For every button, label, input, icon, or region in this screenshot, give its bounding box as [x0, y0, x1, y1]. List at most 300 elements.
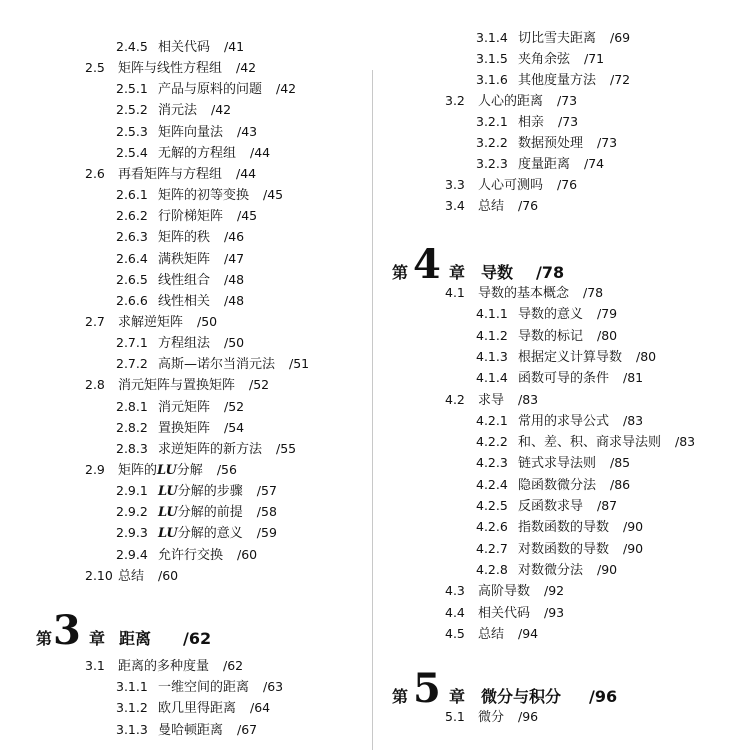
page-number: /42 [236, 60, 257, 76]
title-text: 指数函数的导数 [518, 520, 610, 536]
page-number: /64 [250, 700, 271, 716]
section-title [158, 400, 210, 415]
page-number: /73 [558, 114, 579, 129]
title-text: 人心可测吗 [478, 178, 544, 193]
section-title [518, 414, 609, 429]
page-number: /76 [557, 177, 578, 192]
toc-subsection[interactable] [116, 501, 277, 522]
toc-section[interactable] [445, 282, 603, 303]
page-number: /90 [623, 519, 644, 535]
section-title [118, 61, 222, 76]
chapter-page: /62 [183, 629, 212, 648]
section-number: 4.2 [445, 391, 465, 407]
section-number: 4.2.8 [476, 561, 508, 577]
section-number: 4.1.3 [476, 348, 508, 364]
toc-subsection[interactable] [116, 396, 244, 417]
section-title [158, 252, 210, 267]
section-title [518, 329, 583, 344]
title-text: 矩阵的 [118, 463, 158, 478]
section-number: 4.3 [445, 583, 465, 599]
section-title [158, 548, 223, 563]
page-number: /48 [224, 271, 245, 287]
page-number: /60 [237, 546, 258, 562]
toc-section[interactable] [85, 311, 217, 332]
section-number: 3.1.3 [116, 721, 148, 737]
chapter-title: 距离 [119, 629, 152, 648]
toc-subsection[interactable] [116, 99, 231, 120]
section-title [158, 336, 210, 351]
title-text: 求解逆矩阵 [118, 314, 184, 330]
title-text: 线性相关 [158, 293, 211, 309]
title-text: 和、差、积、商求导法则 [518, 435, 662, 451]
section-number: 4.4 [445, 604, 465, 620]
title-text: 微分 [478, 710, 505, 725]
toc-subsection[interactable] [116, 417, 244, 438]
section-title [518, 371, 609, 386]
section-number: 2.7 [85, 313, 105, 329]
section-number: 2.5.1 [116, 81, 148, 97]
title-text-after: 分解的意义 [177, 526, 243, 542]
section-number: 2.5.4 [116, 144, 148, 160]
title-text: 产品与原料的问题 [158, 82, 263, 98]
title-text: 导数的标记 [518, 328, 584, 344]
toc-subsection[interactable] [476, 48, 604, 69]
toc-subsection[interactable] [476, 474, 630, 495]
section-title [518, 478, 596, 493]
toc-subsection[interactable] [476, 452, 630, 473]
toc-subsection[interactable] [476, 495, 617, 516]
chapter-page: /78 [536, 263, 565, 282]
title-text-after: 分解的步骤 [177, 484, 243, 500]
chapter-suffix: 章 [449, 263, 466, 282]
toc-subsection[interactable] [116, 78, 296, 99]
page-number: /41 [224, 39, 245, 54]
section-title [518, 499, 583, 514]
title-text: 允许行交换 [158, 547, 224, 563]
toc-section[interactable] [445, 174, 577, 195]
section-number: 3.1.6 [476, 72, 508, 87]
section-number: 2.6.5 [116, 271, 148, 287]
section-title [118, 315, 183, 330]
toc-section[interactable] [445, 602, 564, 623]
title-text: 欧几里得距离 [158, 701, 237, 717]
title-text: 常用的求导公式 [518, 413, 610, 429]
title-text: 满秩矩阵 [158, 251, 211, 267]
section-title [158, 442, 262, 457]
title-text: 无解的方程组 [158, 145, 237, 161]
section-number: 2.9.1 [116, 483, 148, 499]
section-title [478, 393, 504, 408]
page-number: /90 [597, 561, 618, 577]
chapter-prefix: 第 [36, 629, 53, 648]
toc-subsection[interactable] [476, 431, 695, 452]
section-number: 2.6 [85, 165, 105, 181]
toc-subsection[interactable] [476, 325, 617, 346]
section-title [158, 701, 236, 716]
toc-subsection[interactable] [476, 346, 656, 367]
section-title [158, 294, 210, 309]
title-text: 行阶梯矩阵 [158, 209, 224, 225]
section-number: 4.1.2 [476, 327, 508, 343]
section-title [518, 115, 544, 130]
section-title [158, 526, 243, 541]
page-number: /86 [610, 476, 631, 492]
section-title [118, 659, 209, 674]
section-number: 2.6.3 [116, 229, 148, 245]
toc-subsection[interactable] [476, 69, 630, 90]
toc-section[interactable] [445, 623, 538, 644]
title-text: 根据定义计算导数 [518, 349, 623, 365]
column-divider [372, 70, 373, 750]
toc-subsection[interactable] [116, 36, 244, 57]
section-number: 2.9.3 [116, 525, 148, 541]
section-title [158, 230, 210, 245]
section-number: 2.4.5 [116, 39, 148, 54]
title-text: 总结 [478, 626, 505, 642]
section-title [118, 167, 222, 182]
section-number: 4.2.1 [476, 412, 508, 428]
toc-subsection[interactable] [116, 480, 277, 501]
title-text: 求导 [478, 392, 505, 408]
page-number: /44 [250, 144, 271, 160]
toc-subsection[interactable] [116, 142, 270, 163]
section-title [158, 125, 223, 140]
toc-section[interactable] [85, 655, 243, 676]
toc-subsection[interactable] [476, 111, 578, 132]
toc-subsection[interactable] [476, 303, 617, 324]
title-text: 导数的基本概念 [478, 286, 570, 301]
section-title [158, 103, 197, 118]
title-text: 夹角余弦 [518, 52, 571, 67]
section-number: 4.2.5 [476, 498, 508, 513]
title-text: 度量距离 [518, 157, 571, 172]
title-text: 矩阵向量法 [158, 124, 224, 140]
toc-section[interactable] [85, 459, 237, 480]
page-number: /83 [623, 412, 644, 428]
section-title [158, 723, 223, 738]
page-number: /79 [597, 306, 618, 322]
chapter-title: 微分与积分 [481, 687, 562, 706]
section-title [158, 357, 275, 372]
title-text-after: 分解 [176, 463, 203, 478]
title-text: 总结 [118, 568, 145, 584]
section-title [518, 456, 596, 471]
title-text: 人心的距离 [478, 94, 544, 109]
section-number: 4.1.1 [476, 306, 508, 322]
page-number: /73 [597, 135, 618, 150]
toc-subsection[interactable] [116, 438, 296, 459]
title-text: 函数可导的条件 [518, 371, 610, 387]
section-number: 4.2.6 [476, 519, 508, 535]
section-number: 3.4 [445, 198, 465, 213]
page-number: /80 [636, 348, 657, 364]
section-number: 2.8 [85, 377, 105, 393]
section-number: 2.6.2 [116, 208, 148, 224]
section-title [158, 273, 210, 288]
toc-subsection[interactable] [116, 205, 257, 226]
section-number: 2.8.1 [116, 398, 148, 414]
toc-section[interactable] [445, 195, 538, 216]
chapter-number: 5 [413, 665, 441, 712]
section-number: 3.1.4 [476, 30, 508, 45]
toc-subsection[interactable] [116, 353, 309, 374]
toc-section[interactable] [445, 580, 564, 601]
section-title [518, 31, 596, 46]
section-number: 5.1 [445, 709, 465, 724]
title-text: 求逆矩阵的新方法 [158, 441, 263, 457]
section-title [478, 178, 543, 193]
page-number: /83 [518, 391, 539, 407]
title-text: 相亲 [518, 115, 545, 130]
page-number: /63 [263, 679, 284, 695]
page-number: /60 [158, 567, 179, 583]
toc-section[interactable] [445, 389, 538, 410]
page-number: /54 [224, 419, 245, 435]
section-title [478, 606, 530, 621]
title-text: 数据预处理 [518, 136, 584, 151]
section-title [158, 188, 249, 203]
page-number: /94 [518, 625, 539, 641]
page-number: /47 [224, 250, 245, 266]
page-number: /69 [610, 30, 631, 45]
title-text: 导数的意义 [518, 307, 584, 323]
section-number: 3.1.1 [116, 679, 148, 695]
section-number: 2.9 [85, 462, 105, 477]
section-title [158, 40, 210, 55]
page-number: /96 [518, 709, 539, 724]
section-number: 3.1.5 [476, 51, 508, 66]
section-number: 4.2.2 [476, 434, 508, 450]
section-number: 3.2.2 [476, 135, 508, 150]
section-number: 3.2 [445, 93, 465, 108]
section-title [478, 584, 530, 599]
toc-subsection[interactable] [476, 410, 643, 431]
title-text: 消元矩阵 [158, 399, 211, 415]
page-number: /45 [237, 208, 258, 224]
page-number: /62 [223, 658, 244, 673]
section-title [118, 463, 203, 478]
section-title [518, 350, 622, 365]
title-text: 矩阵与线性方程组 [118, 61, 223, 77]
toc-subsection[interactable] [116, 290, 244, 311]
title-text: 对数微分法 [518, 562, 584, 578]
page-number: /92 [544, 583, 565, 599]
section-title [478, 710, 504, 725]
page-number: /80 [597, 327, 618, 343]
toc-section[interactable] [85, 57, 256, 78]
chapter-title: 导数 [481, 263, 514, 282]
page-number: /90 [623, 540, 644, 556]
page-number: /52 [249, 377, 270, 393]
page-number: /81 [623, 370, 644, 386]
chapter-number: 3 [53, 607, 81, 654]
section-title [518, 563, 583, 578]
section-number: 2.9.4 [116, 546, 148, 562]
toc-subsection[interactable] [476, 153, 604, 174]
section-number: 4.5 [445, 625, 465, 641]
section-number: 2.6.6 [116, 292, 148, 308]
toc-subsection[interactable] [116, 522, 277, 543]
section-title [518, 157, 570, 172]
page-number: /44 [236, 165, 257, 181]
page-number: /93 [544, 604, 565, 620]
title-text: 总结 [478, 199, 505, 214]
section-number: 4.1 [445, 285, 465, 300]
section-title [478, 627, 504, 642]
title-text: 矩阵的初等变换 [158, 188, 250, 204]
title-text: 消元矩阵与置换矩阵 [118, 378, 236, 394]
title-text: 隐函数微分法 [518, 477, 597, 493]
section-number: 4.2.3 [476, 455, 508, 471]
title-text-after: 分解的前提 [177, 505, 243, 521]
page-number: /71 [584, 51, 605, 66]
page-number: /42 [211, 102, 232, 118]
section-title [478, 286, 569, 301]
toc-subsection[interactable] [116, 332, 244, 353]
lu-term: LU [157, 463, 177, 478]
section-title [158, 146, 236, 161]
title-text: 方程组法 [158, 336, 211, 352]
section-title [518, 73, 596, 88]
title-text: 对数函数的导数 [518, 541, 610, 557]
toc-subsection[interactable] [476, 27, 630, 48]
page-number: /56 [216, 462, 237, 477]
toc-subsection[interactable] [116, 226, 244, 247]
page-number: /57 [256, 483, 277, 499]
title-text: 切比雪夫距离 [518, 31, 597, 46]
page-number: /87 [597, 498, 618, 513]
section-number: 3.2.1 [476, 114, 508, 129]
chapter-number: 4 [413, 241, 441, 288]
page-number: /72 [610, 72, 631, 87]
page-number: /76 [518, 198, 539, 213]
toc-subsection[interactable] [116, 269, 244, 290]
section-number: 2.10 [85, 567, 113, 583]
title-text: 链式求导法则 [518, 456, 597, 472]
title-text: 一维空间的距离 [158, 680, 250, 696]
section-title [158, 421, 210, 436]
section-number: 2.5.3 [116, 123, 148, 139]
toc-subsection[interactable] [476, 538, 643, 559]
title-text: 再看矩阵与方程组 [118, 166, 223, 182]
page-number: /73 [557, 93, 578, 108]
chapter-prefix: 第 [392, 263, 409, 282]
lu-term: LU [158, 526, 178, 542]
page-number: /58 [256, 504, 277, 520]
section-title [158, 505, 243, 520]
page-number: /85 [610, 455, 631, 471]
section-title [478, 199, 504, 214]
page-number: /45 [263, 187, 284, 203]
page-number: /46 [224, 229, 245, 245]
page-number: /51 [289, 356, 310, 372]
section-title [158, 484, 243, 499]
title-text: 相关代码 [158, 40, 211, 55]
section-title [518, 435, 661, 450]
title-text: 矩阵的秩 [158, 230, 211, 246]
toc-subsection[interactable] [476, 367, 643, 388]
page-number: /78 [583, 285, 604, 300]
toc-subsection[interactable] [476, 516, 643, 537]
toc-section[interactable] [445, 90, 577, 111]
section-title [518, 542, 609, 557]
toc-subsection[interactable] [116, 544, 257, 565]
section-number: 2.5 [85, 60, 105, 76]
section-title [518, 307, 583, 322]
section-title [158, 82, 262, 97]
section-title [118, 569, 144, 584]
toc-subsection[interactable] [476, 559, 617, 580]
toc-subsection[interactable] [116, 184, 283, 205]
section-number: 2.6.1 [116, 187, 148, 203]
chapter-suffix: 章 [449, 687, 466, 706]
page-number: /50 [197, 313, 218, 329]
page-number: /43 [237, 123, 258, 139]
title-text: 相关代码 [478, 605, 531, 621]
toc-section[interactable] [85, 374, 269, 395]
section-number: 2.5.2 [116, 102, 148, 118]
title-text: 曼哈顿距离 [158, 722, 224, 738]
toc-subsection[interactable] [116, 719, 257, 740]
lu-term: LU [158, 484, 178, 500]
page-number: /74 [584, 156, 605, 171]
page-number: /59 [256, 525, 277, 541]
page-number: /42 [276, 81, 297, 97]
chapter-prefix: 第 [392, 687, 409, 706]
toc-subsection[interactable] [116, 676, 283, 697]
section-number: 4.2.7 [476, 540, 508, 556]
section-title [118, 378, 235, 393]
page-number: /55 [276, 440, 297, 456]
title-text: 消元法 [158, 103, 198, 119]
toc-section[interactable] [85, 163, 256, 184]
section-number: 3.1.2 [116, 700, 148, 716]
title-text: 距离的多种度量 [118, 659, 210, 674]
section-number: 3.3 [445, 177, 465, 192]
title-text: 置换矩阵 [158, 420, 211, 436]
title-text: 反函数求导 [518, 499, 584, 514]
section-title [518, 520, 609, 535]
section-title [518, 52, 570, 67]
lu-term: LU [158, 505, 178, 521]
section-number: 4.1.4 [476, 370, 508, 386]
section-number: 2.8.2 [116, 419, 148, 435]
title-text: 其他度量方法 [518, 73, 597, 88]
page-number: /83 [675, 434, 696, 450]
section-title [158, 209, 223, 224]
page-number: /52 [224, 398, 245, 414]
toc-section[interactable] [85, 565, 178, 586]
section-number: 4.2.4 [476, 476, 508, 492]
section-number: 2.8.3 [116, 440, 148, 456]
section-title [478, 94, 543, 109]
toc-subsection[interactable] [116, 121, 257, 142]
title-text: 高斯—诺尔当消元法 [158, 357, 276, 373]
toc-subsection[interactable] [116, 248, 244, 269]
page-number: /50 [224, 335, 245, 351]
page-number: /67 [237, 721, 258, 737]
toc-subsection[interactable] [116, 697, 270, 718]
page-number: /48 [224, 292, 245, 308]
section-title [158, 680, 249, 695]
section-number: 2.7.2 [116, 356, 148, 372]
section-number: 3.2.3 [476, 156, 508, 171]
section-number: 2.9.2 [116, 504, 148, 520]
toc-section[interactable] [445, 706, 538, 727]
toc-subsection[interactable] [476, 132, 617, 153]
section-number: 2.6.4 [116, 250, 148, 266]
title-text: 高阶导数 [478, 584, 531, 600]
